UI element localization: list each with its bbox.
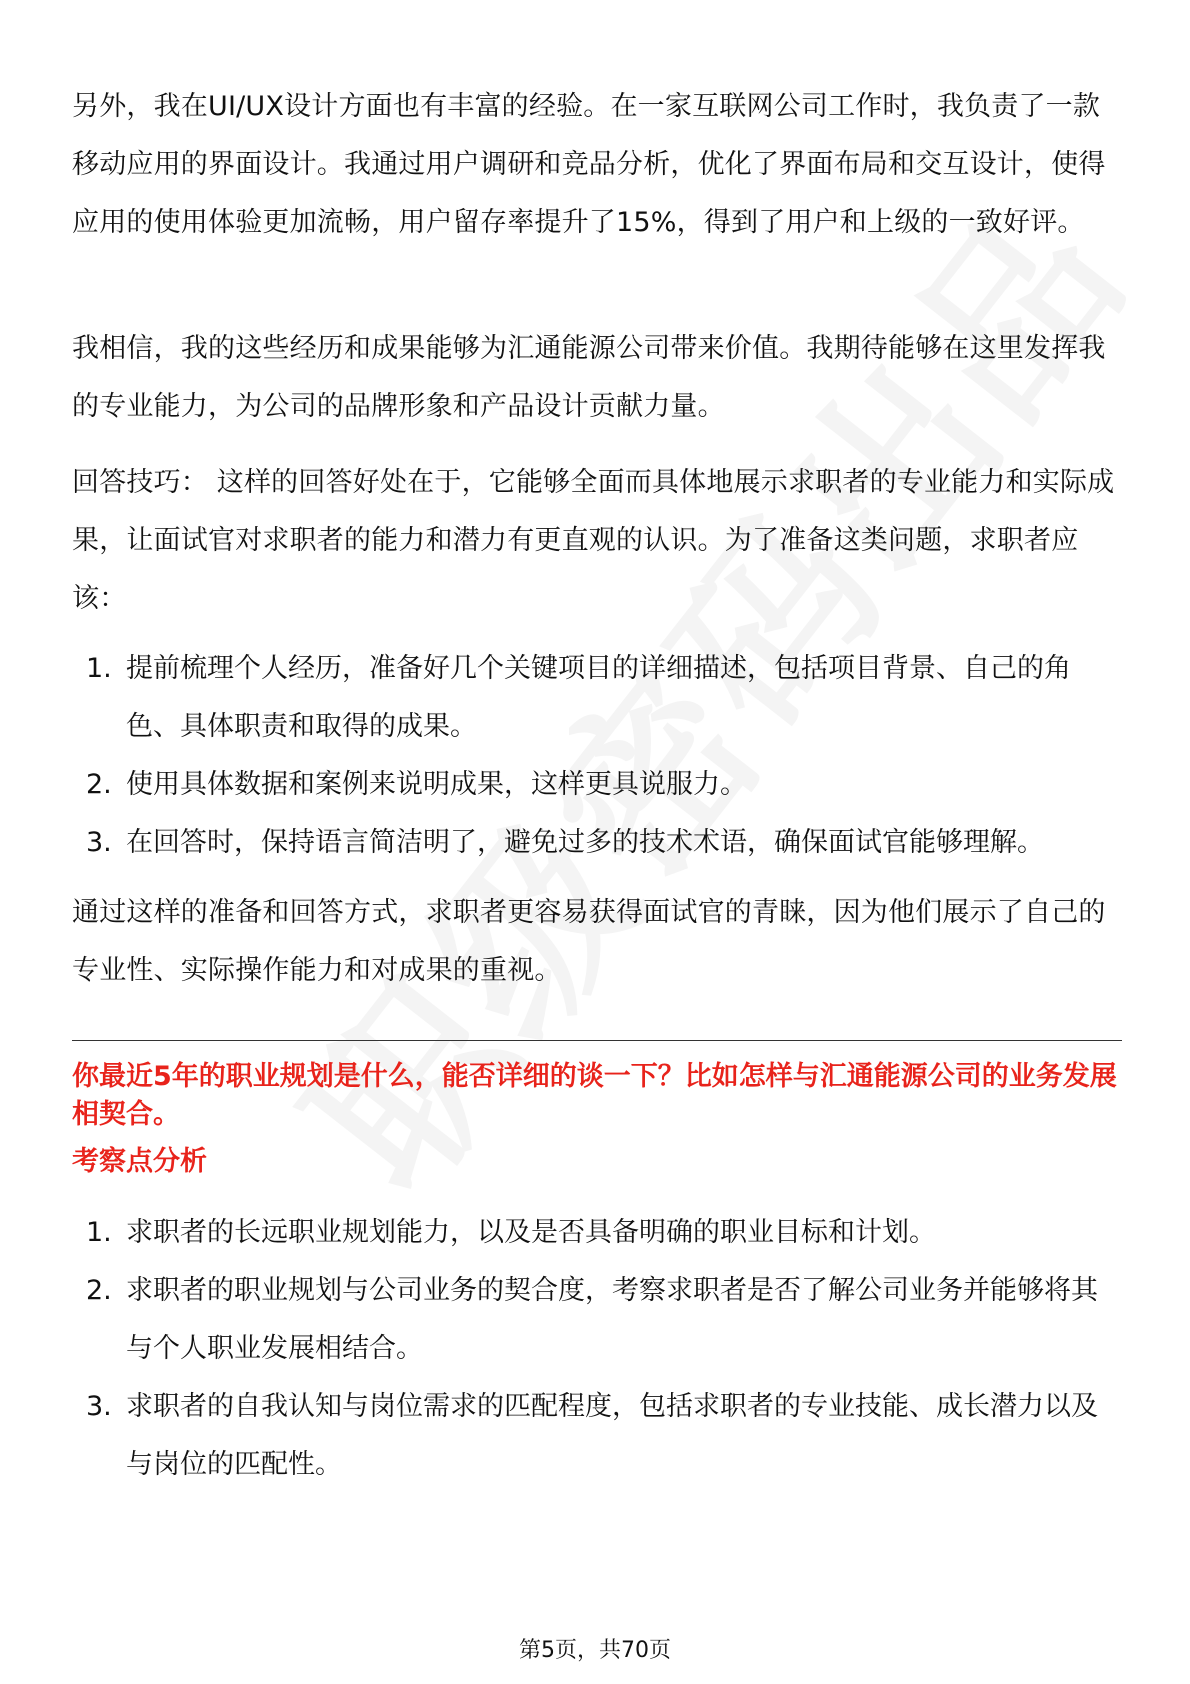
list-item-text: 求职者的长远职业规划能力，以及是否具备明确的职业目标和计划。 [126, 1217, 936, 1248]
list-item-text: 使用具体数据和案例来说明成果，这样更具说服力。 [126, 769, 747, 800]
list-number: 1. [86, 1217, 112, 1248]
list-item [72, 1262, 1122, 1378]
analysis-list [72, 1204, 1122, 1494]
section-divider [72, 1040, 1122, 1041]
tips-list [72, 640, 1122, 872]
list-number: 3. [86, 827, 112, 858]
list-item [72, 814, 1122, 872]
list-item-text: 提前梳理个人经历，准备好几个关键项目的详细描述，包括项目背景、自己的角色、具体职责和取得的成果。 [126, 653, 1071, 742]
list-item [72, 1204, 1122, 1262]
paragraph-conclusion: 通过这样的准备和回答方式，求职者更容易获得面试官的青睐，因为他们展示了自己的专业性、实际操作能力和对成果的重视。 [72, 897, 1106, 986]
list-number: 2. [86, 1275, 112, 1306]
list-item [72, 640, 1122, 756]
list-item-text: 在回答时，保持语言简洁明了，避免过多的技术术语，确保面试官能够理解。 [126, 827, 1044, 858]
list-number: 1. [86, 653, 112, 684]
paragraph-value-statement: 我相信，我的这些经历和成果能够为汇通能源公司带来价值。我期待能够在这里发挥我的专业能力，为公司的品牌形象和产品设计贡献力量。 [72, 333, 1106, 422]
list-item-text: 求职者的自我认知与岗位需求的匹配程度，包括求职者的专业技能、成长潜力以及与岗位的匹配性。 [126, 1391, 1098, 1480]
interview-question: 你最近5年的职业规划是什么，能否详细的谈一下？比如怎样与汇通能源公司的业务发展相契合。 [72, 1061, 1117, 1130]
page-footer: 第5页，共70页 [519, 1638, 671, 1663]
list-item-text: 求职者的职业规划与公司业务的契合度，考察求职者是否了解公司业务并能够将其与个人职业发展相结合。 [126, 1275, 1098, 1364]
list-item [72, 756, 1122, 814]
list-number: 3. [86, 1391, 112, 1422]
list-number: 2. [86, 769, 112, 800]
analysis-heading: 考察点分析 [72, 1146, 207, 1177]
paragraph-answer-tips: 回答技巧： 这样的回答好处在于，它能够全面而具体地展示求职者的专业能力和实际成果，让面试官对求职者的能力和潜力有更直观的认识。为了准备这类问题，求职者应该： [72, 467, 1115, 614]
paragraph-uiux-experience: 另外，我在UI/UX设计方面也有丰富的经验。在一家互联网公司工作时，我负责了一款移动应用的界面设计。我通过用户调研和竞品分析，优化了界面布局和交互设计，使得应用的使用体验更加流畅，用户留存率提升了15%，得到了用户和上级的一致好评。 [72, 91, 1106, 238]
list-item [72, 1378, 1122, 1494]
